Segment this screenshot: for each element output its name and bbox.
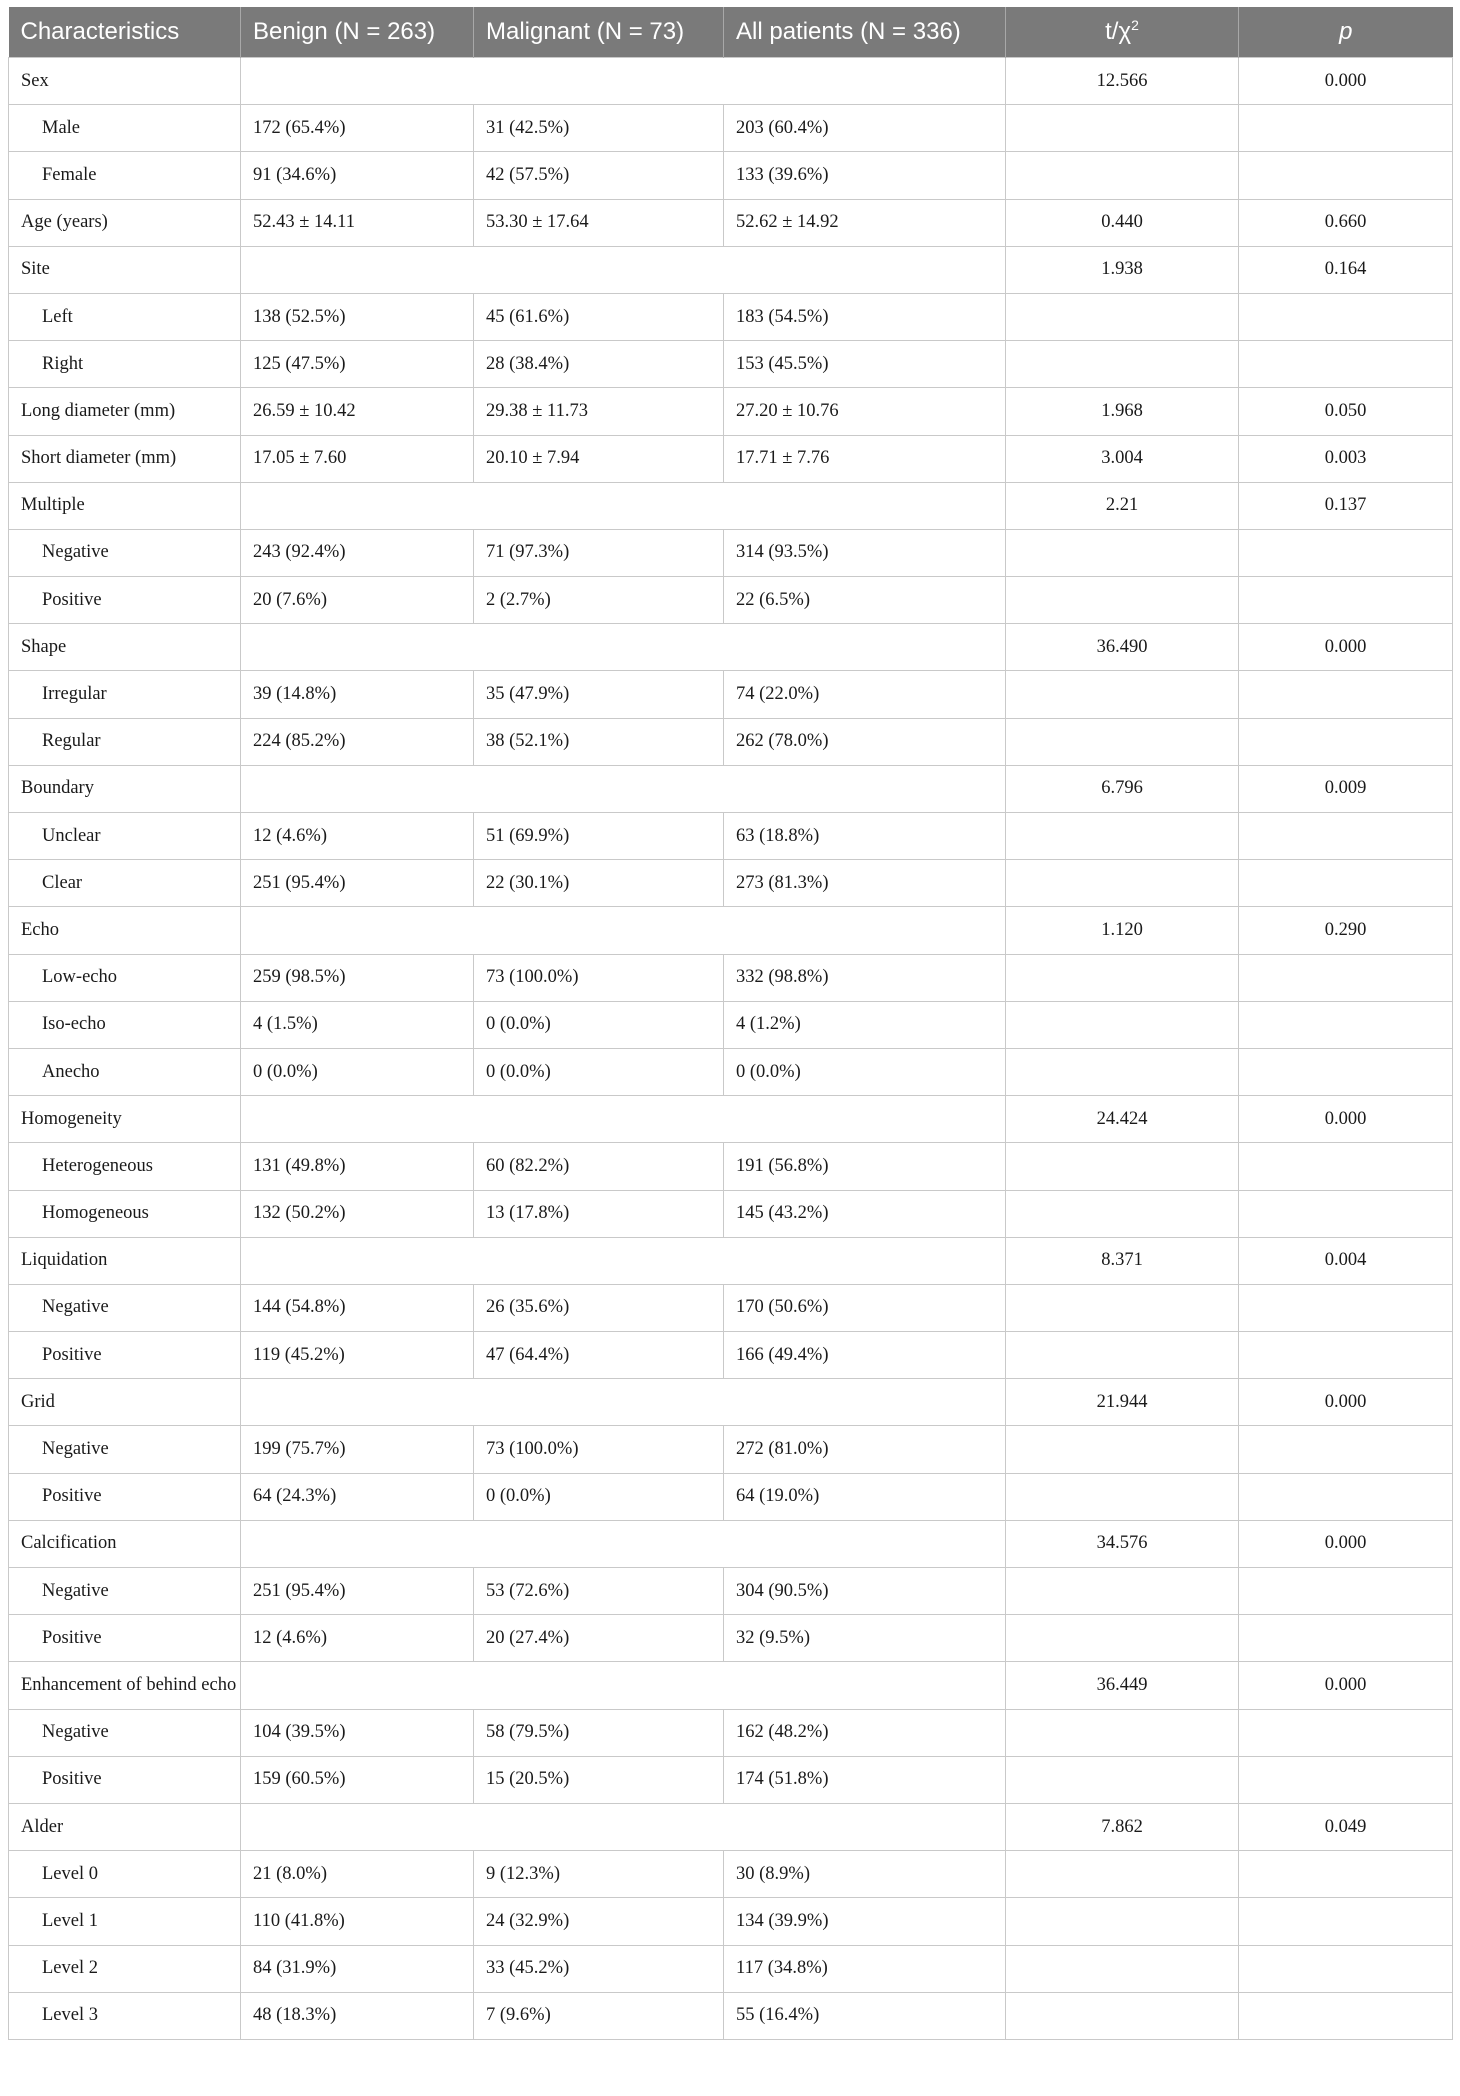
row-label: Positive bbox=[9, 577, 241, 624]
row-empty-span bbox=[241, 1379, 1006, 1426]
row-label: Negative bbox=[9, 1709, 241, 1756]
row-test-statistic bbox=[1006, 1048, 1239, 1095]
row-label: Unclear bbox=[9, 813, 241, 860]
row-p-value: 0.164 bbox=[1239, 246, 1453, 293]
table-group-row bbox=[9, 58, 1453, 105]
row-p-value bbox=[1239, 1001, 1453, 1048]
row-label: Iso-echo bbox=[9, 1001, 241, 1048]
row-test-statistic: 6.796 bbox=[1006, 765, 1239, 812]
row-benign: 12 (4.6%) bbox=[241, 1615, 474, 1662]
row-test-statistic bbox=[1006, 1615, 1239, 1662]
row-test-statistic bbox=[1006, 1473, 1239, 1520]
row-label: Shape bbox=[9, 624, 241, 671]
row-all-patients: 74 (22.0%) bbox=[724, 671, 1006, 718]
row-p-value bbox=[1239, 671, 1453, 718]
table-group-row bbox=[9, 482, 1453, 529]
row-test-statistic bbox=[1006, 152, 1239, 199]
table-group-row bbox=[9, 1803, 1453, 1850]
row-label: Alder bbox=[9, 1803, 241, 1850]
row-test-statistic: 1.938 bbox=[1006, 246, 1239, 293]
row-label: Regular bbox=[9, 718, 241, 765]
table-subrow bbox=[9, 1756, 1453, 1803]
row-p-value: 0.003 bbox=[1239, 435, 1453, 482]
row-p-value: 0.000 bbox=[1239, 1662, 1453, 1709]
row-p-value bbox=[1239, 1473, 1453, 1520]
row-empty-span bbox=[241, 482, 1006, 529]
table-body bbox=[9, 58, 1453, 2040]
table-subrow bbox=[9, 1568, 1453, 1615]
row-test-statistic: 36.449 bbox=[1006, 1662, 1239, 1709]
row-test-statistic bbox=[1006, 1945, 1239, 1992]
row-test-statistic bbox=[1006, 813, 1239, 860]
row-malignant: 60 (82.2%) bbox=[474, 1143, 724, 1190]
row-empty-span bbox=[241, 624, 1006, 671]
row-label: Anecho bbox=[9, 1048, 241, 1095]
row-malignant: 53 (72.6%) bbox=[474, 1568, 724, 1615]
row-label: Liquidation bbox=[9, 1237, 241, 1284]
table-row bbox=[9, 435, 1453, 482]
table-subrow bbox=[9, 529, 1453, 576]
row-label: Clear bbox=[9, 860, 241, 907]
row-label: Negative bbox=[9, 1284, 241, 1331]
row-all-patients: 170 (50.6%) bbox=[724, 1284, 1006, 1331]
row-test-statistic: 12.566 bbox=[1006, 58, 1239, 105]
row-label: Negative bbox=[9, 1568, 241, 1615]
table-subrow bbox=[9, 1615, 1453, 1662]
row-p-value bbox=[1239, 1332, 1453, 1379]
row-malignant: 73 (100.0%) bbox=[474, 1426, 724, 1473]
row-malignant: 24 (32.9%) bbox=[474, 1898, 724, 1945]
row-benign: 48 (18.3%) bbox=[241, 1992, 474, 2039]
row-benign: 119 (45.2%) bbox=[241, 1332, 474, 1379]
row-all-patients: 174 (51.8%) bbox=[724, 1756, 1006, 1803]
table-group-row bbox=[9, 1662, 1453, 1709]
row-test-statistic: 36.490 bbox=[1006, 624, 1239, 671]
row-malignant: 45 (61.6%) bbox=[474, 293, 724, 340]
row-all-patients: 27.20 ± 10.76 bbox=[724, 388, 1006, 435]
row-p-value: 0.000 bbox=[1239, 1096, 1453, 1143]
row-benign: 132 (50.2%) bbox=[241, 1190, 474, 1237]
table-subrow bbox=[9, 293, 1453, 340]
row-p-value bbox=[1239, 1568, 1453, 1615]
row-p-value bbox=[1239, 718, 1453, 765]
row-p-value bbox=[1239, 152, 1453, 199]
table-subrow bbox=[9, 1048, 1453, 1095]
table-subrow bbox=[9, 152, 1453, 199]
row-malignant: 28 (38.4%) bbox=[474, 341, 724, 388]
row-test-statistic: 1.968 bbox=[1006, 388, 1239, 435]
row-test-statistic bbox=[1006, 1143, 1239, 1190]
row-p-value bbox=[1239, 1945, 1453, 1992]
row-benign: 144 (54.8%) bbox=[241, 1284, 474, 1331]
row-benign: 4 (1.5%) bbox=[241, 1001, 474, 1048]
table-subrow bbox=[9, 860, 1453, 907]
row-label: Left bbox=[9, 293, 241, 340]
row-malignant: 20 (27.4%) bbox=[474, 1615, 724, 1662]
row-test-statistic bbox=[1006, 1568, 1239, 1615]
row-malignant: 0 (0.0%) bbox=[474, 1001, 724, 1048]
row-p-value bbox=[1239, 105, 1453, 152]
row-benign: 131 (49.8%) bbox=[241, 1143, 474, 1190]
row-p-value: 0.000 bbox=[1239, 58, 1453, 105]
row-p-value: 0.660 bbox=[1239, 199, 1453, 246]
row-benign: 12 (4.6%) bbox=[241, 813, 474, 860]
row-malignant: 20.10 ± 7.94 bbox=[474, 435, 724, 482]
row-benign: 224 (85.2%) bbox=[241, 718, 474, 765]
row-p-value: 0.009 bbox=[1239, 765, 1453, 812]
row-test-statistic bbox=[1006, 671, 1239, 718]
row-label: Low-echo bbox=[9, 954, 241, 1001]
row-empty-span bbox=[241, 765, 1006, 812]
row-p-value: 0.049 bbox=[1239, 1803, 1453, 1850]
row-malignant: 71 (97.3%) bbox=[474, 529, 724, 576]
row-label: Sex bbox=[9, 58, 241, 105]
row-p-value bbox=[1239, 1426, 1453, 1473]
row-test-statistic bbox=[1006, 529, 1239, 576]
row-p-value: 0.050 bbox=[1239, 388, 1453, 435]
row-test-statistic: 1.120 bbox=[1006, 907, 1239, 954]
header-p-value: p bbox=[1239, 7, 1453, 58]
row-malignant: 13 (17.8%) bbox=[474, 1190, 724, 1237]
row-benign: 251 (95.4%) bbox=[241, 1568, 474, 1615]
row-empty-span bbox=[241, 1803, 1006, 1850]
row-malignant: 31 (42.5%) bbox=[474, 105, 724, 152]
row-all-patients: 32 (9.5%) bbox=[724, 1615, 1006, 1662]
row-benign: 52.43 ± 14.11 bbox=[241, 199, 474, 246]
row-malignant: 33 (45.2%) bbox=[474, 1945, 724, 1992]
table-subrow bbox=[9, 671, 1453, 718]
row-label: Boundary bbox=[9, 765, 241, 812]
table-subrow bbox=[9, 718, 1453, 765]
table-subrow bbox=[9, 1473, 1453, 1520]
row-p-value bbox=[1239, 1190, 1453, 1237]
row-label: Site bbox=[9, 246, 241, 293]
row-all-patients: 272 (81.0%) bbox=[724, 1426, 1006, 1473]
row-p-value bbox=[1239, 293, 1453, 340]
row-test-statistic bbox=[1006, 1284, 1239, 1331]
row-all-patients: 332 (98.8%) bbox=[724, 954, 1006, 1001]
row-test-statistic bbox=[1006, 341, 1239, 388]
row-empty-span bbox=[241, 1237, 1006, 1284]
row-test-statistic: 3.004 bbox=[1006, 435, 1239, 482]
row-malignant: 38 (52.1%) bbox=[474, 718, 724, 765]
row-test-statistic bbox=[1006, 1898, 1239, 1945]
row-benign: 39 (14.8%) bbox=[241, 671, 474, 718]
row-p-value: 0.000 bbox=[1239, 624, 1453, 671]
row-label: Grid bbox=[9, 1379, 241, 1426]
row-malignant: 7 (9.6%) bbox=[474, 1992, 724, 2039]
characteristics-table bbox=[8, 7, 1453, 2040]
row-p-value: 0.137 bbox=[1239, 482, 1453, 529]
row-malignant: 53.30 ± 17.64 bbox=[474, 199, 724, 246]
header-row bbox=[9, 7, 1453, 58]
row-benign: 91 (34.6%) bbox=[241, 152, 474, 199]
row-test-statistic: 7.862 bbox=[1006, 1803, 1239, 1850]
row-test-statistic: 34.576 bbox=[1006, 1520, 1239, 1567]
row-all-patients: 162 (48.2%) bbox=[724, 1709, 1006, 1756]
row-p-value bbox=[1239, 1615, 1453, 1662]
row-malignant: 58 (79.5%) bbox=[474, 1709, 724, 1756]
row-test-statistic bbox=[1006, 1426, 1239, 1473]
row-malignant: 0 (0.0%) bbox=[474, 1473, 724, 1520]
row-malignant: 29.38 ± 11.73 bbox=[474, 388, 724, 435]
row-p-value bbox=[1239, 1992, 1453, 2039]
row-label: Level 1 bbox=[9, 1898, 241, 1945]
row-test-statistic bbox=[1006, 105, 1239, 152]
table-subrow bbox=[9, 1332, 1453, 1379]
table-subrow bbox=[9, 1426, 1453, 1473]
row-all-patients: 64 (19.0%) bbox=[724, 1473, 1006, 1520]
row-benign: 125 (47.5%) bbox=[241, 341, 474, 388]
row-malignant: 47 (64.4%) bbox=[474, 1332, 724, 1379]
row-all-patients: 4 (1.2%) bbox=[724, 1001, 1006, 1048]
row-label: Short diameter (mm) bbox=[9, 435, 241, 482]
row-malignant: 51 (69.9%) bbox=[474, 813, 724, 860]
row-benign: 21 (8.0%) bbox=[241, 1851, 474, 1898]
row-label: Homogeneous bbox=[9, 1190, 241, 1237]
row-empty-span bbox=[241, 1096, 1006, 1143]
row-all-patients: 55 (16.4%) bbox=[724, 1992, 1006, 2039]
row-all-patients: 191 (56.8%) bbox=[724, 1143, 1006, 1190]
row-p-value bbox=[1239, 1284, 1453, 1331]
row-test-statistic bbox=[1006, 1332, 1239, 1379]
row-label: Long diameter (mm) bbox=[9, 388, 241, 435]
row-empty-span bbox=[241, 58, 1006, 105]
row-test-statistic bbox=[1006, 718, 1239, 765]
row-benign: 172 (65.4%) bbox=[241, 105, 474, 152]
row-all-patients: 52.62 ± 14.92 bbox=[724, 199, 1006, 246]
row-test-statistic: 8.371 bbox=[1006, 1237, 1239, 1284]
row-p-value: 0.000 bbox=[1239, 1520, 1453, 1567]
row-label: Male bbox=[9, 105, 241, 152]
table-subrow bbox=[9, 1709, 1453, 1756]
row-test-statistic bbox=[1006, 954, 1239, 1001]
row-benign: 64 (24.3%) bbox=[241, 1473, 474, 1520]
row-label: Echo bbox=[9, 907, 241, 954]
header-test-statistic bbox=[1006, 7, 1239, 58]
table-group-row bbox=[9, 1520, 1453, 1567]
table-group-row bbox=[9, 1096, 1453, 1143]
row-label: Level 0 bbox=[9, 1851, 241, 1898]
row-p-value bbox=[1239, 1851, 1453, 1898]
table-subrow bbox=[9, 1001, 1453, 1048]
row-malignant: 26 (35.6%) bbox=[474, 1284, 724, 1331]
table-row bbox=[9, 388, 1453, 435]
row-p-value bbox=[1239, 529, 1453, 576]
table-subrow bbox=[9, 1284, 1453, 1331]
row-malignant: 0 (0.0%) bbox=[474, 1048, 724, 1095]
table-subrow bbox=[9, 1992, 1453, 2039]
row-label: Multiple bbox=[9, 482, 241, 529]
row-test-statistic: 0.440 bbox=[1006, 199, 1239, 246]
table-group-row bbox=[9, 1379, 1453, 1426]
row-test-statistic: 2.21 bbox=[1006, 482, 1239, 529]
row-label: Positive bbox=[9, 1473, 241, 1520]
row-all-patients: 262 (78.0%) bbox=[724, 718, 1006, 765]
table-subrow bbox=[9, 341, 1453, 388]
row-test-statistic bbox=[1006, 1851, 1239, 1898]
row-benign: 251 (95.4%) bbox=[241, 860, 474, 907]
table-group-row bbox=[9, 624, 1453, 671]
table-subrow bbox=[9, 1143, 1453, 1190]
row-p-value bbox=[1239, 577, 1453, 624]
row-all-patients: 17.71 ± 7.76 bbox=[724, 435, 1006, 482]
row-benign: 0 (0.0%) bbox=[241, 1048, 474, 1095]
row-benign: 243 (92.4%) bbox=[241, 529, 474, 576]
row-label: Level 3 bbox=[9, 1992, 241, 2039]
row-benign: 104 (39.5%) bbox=[241, 1709, 474, 1756]
row-label: Level 2 bbox=[9, 1945, 241, 1992]
row-test-statistic bbox=[1006, 293, 1239, 340]
row-test-statistic bbox=[1006, 577, 1239, 624]
row-p-value bbox=[1239, 1756, 1453, 1803]
table-subrow bbox=[9, 813, 1453, 860]
row-label: Female bbox=[9, 152, 241, 199]
row-label: Positive bbox=[9, 1615, 241, 1662]
row-p-value bbox=[1239, 860, 1453, 907]
row-p-value bbox=[1239, 341, 1453, 388]
row-label: Age (years) bbox=[9, 199, 241, 246]
table-group-row bbox=[9, 765, 1453, 812]
row-label: Enhancement of behind echo bbox=[9, 1662, 241, 1709]
header-test-statistic-base: t/χ bbox=[1105, 18, 1132, 45]
row-all-patients: 304 (90.5%) bbox=[724, 1568, 1006, 1615]
row-all-patients: 203 (60.4%) bbox=[724, 105, 1006, 152]
row-benign: 138 (52.5%) bbox=[241, 293, 474, 340]
row-empty-span bbox=[241, 907, 1006, 954]
row-all-patients: 166 (49.4%) bbox=[724, 1332, 1006, 1379]
row-label: Right bbox=[9, 341, 241, 388]
row-benign: 20 (7.6%) bbox=[241, 577, 474, 624]
row-all-patients: 0 (0.0%) bbox=[724, 1048, 1006, 1095]
row-all-patients: 22 (6.5%) bbox=[724, 577, 1006, 624]
row-test-statistic bbox=[1006, 1992, 1239, 2039]
row-p-value bbox=[1239, 1143, 1453, 1190]
row-benign: 26.59 ± 10.42 bbox=[241, 388, 474, 435]
row-label: Homogeneity bbox=[9, 1096, 241, 1143]
row-all-patients: 273 (81.3%) bbox=[724, 860, 1006, 907]
table-subrow bbox=[9, 1190, 1453, 1237]
row-p-value: 0.004 bbox=[1239, 1237, 1453, 1284]
row-p-value: 0.290 bbox=[1239, 907, 1453, 954]
row-benign: 199 (75.7%) bbox=[241, 1426, 474, 1473]
row-all-patients: 134 (39.9%) bbox=[724, 1898, 1006, 1945]
row-malignant: 9 (12.3%) bbox=[474, 1851, 724, 1898]
row-test-statistic bbox=[1006, 1001, 1239, 1048]
row-all-patients: 153 (45.5%) bbox=[724, 341, 1006, 388]
row-test-statistic bbox=[1006, 860, 1239, 907]
table-group-row bbox=[9, 1237, 1453, 1284]
row-p-value: 0.000 bbox=[1239, 1379, 1453, 1426]
table-subrow bbox=[9, 577, 1453, 624]
row-test-statistic: 21.944 bbox=[1006, 1379, 1239, 1426]
row-malignant: 42 (57.5%) bbox=[474, 152, 724, 199]
row-p-value bbox=[1239, 813, 1453, 860]
row-label: Negative bbox=[9, 1426, 241, 1473]
header-test-statistic-sup: 2 bbox=[1131, 17, 1139, 33]
row-all-patients: 183 (54.5%) bbox=[724, 293, 1006, 340]
row-benign: 84 (31.9%) bbox=[241, 1945, 474, 1992]
row-malignant: 15 (20.5%) bbox=[474, 1756, 724, 1803]
row-label: Heterogeneous bbox=[9, 1143, 241, 1190]
row-label: Positive bbox=[9, 1332, 241, 1379]
row-empty-span bbox=[241, 246, 1006, 293]
row-all-patients: 314 (93.5%) bbox=[724, 529, 1006, 576]
row-benign: 159 (60.5%) bbox=[241, 1756, 474, 1803]
row-test-statistic bbox=[1006, 1756, 1239, 1803]
row-test-statistic: 24.424 bbox=[1006, 1096, 1239, 1143]
row-benign: 17.05 ± 7.60 bbox=[241, 435, 474, 482]
table-subrow bbox=[9, 1851, 1453, 1898]
row-label: Positive bbox=[9, 1756, 241, 1803]
row-malignant: 22 (30.1%) bbox=[474, 860, 724, 907]
row-label: Calcification bbox=[9, 1520, 241, 1567]
header-all-patients: All patients (N = 336) bbox=[724, 7, 1006, 58]
table-subrow bbox=[9, 105, 1453, 152]
table-subrow bbox=[9, 954, 1453, 1001]
row-p-value bbox=[1239, 1709, 1453, 1756]
row-label: Irregular bbox=[9, 671, 241, 718]
row-benign: 259 (98.5%) bbox=[241, 954, 474, 1001]
table-group-row bbox=[9, 907, 1453, 954]
row-p-value bbox=[1239, 1048, 1453, 1095]
row-empty-span bbox=[241, 1520, 1006, 1567]
row-label: Negative bbox=[9, 529, 241, 576]
row-p-value bbox=[1239, 1898, 1453, 1945]
table-row bbox=[9, 199, 1453, 246]
header-malignant: Malignant (N = 73) bbox=[474, 7, 724, 58]
row-all-patients: 133 (39.6%) bbox=[724, 152, 1006, 199]
table-subrow bbox=[9, 1898, 1453, 1945]
row-benign: 110 (41.8%) bbox=[241, 1898, 474, 1945]
row-malignant: 2 (2.7%) bbox=[474, 577, 724, 624]
row-malignant: 35 (47.9%) bbox=[474, 671, 724, 718]
row-all-patients: 63 (18.8%) bbox=[724, 813, 1006, 860]
header-benign: Benign (N = 263) bbox=[241, 7, 474, 58]
row-test-statistic bbox=[1006, 1190, 1239, 1237]
row-test-statistic bbox=[1006, 1709, 1239, 1756]
row-all-patients: 117 (34.8%) bbox=[724, 1945, 1006, 1992]
row-all-patients: 145 (43.2%) bbox=[724, 1190, 1006, 1237]
row-malignant: 73 (100.0%) bbox=[474, 954, 724, 1001]
row-all-patients: 30 (8.9%) bbox=[724, 1851, 1006, 1898]
row-p-value bbox=[1239, 954, 1453, 1001]
table-group-row bbox=[9, 246, 1453, 293]
table-subrow bbox=[9, 1945, 1453, 1992]
row-empty-span bbox=[241, 1662, 1006, 1709]
header-characteristics: Characteristics bbox=[9, 7, 241, 58]
